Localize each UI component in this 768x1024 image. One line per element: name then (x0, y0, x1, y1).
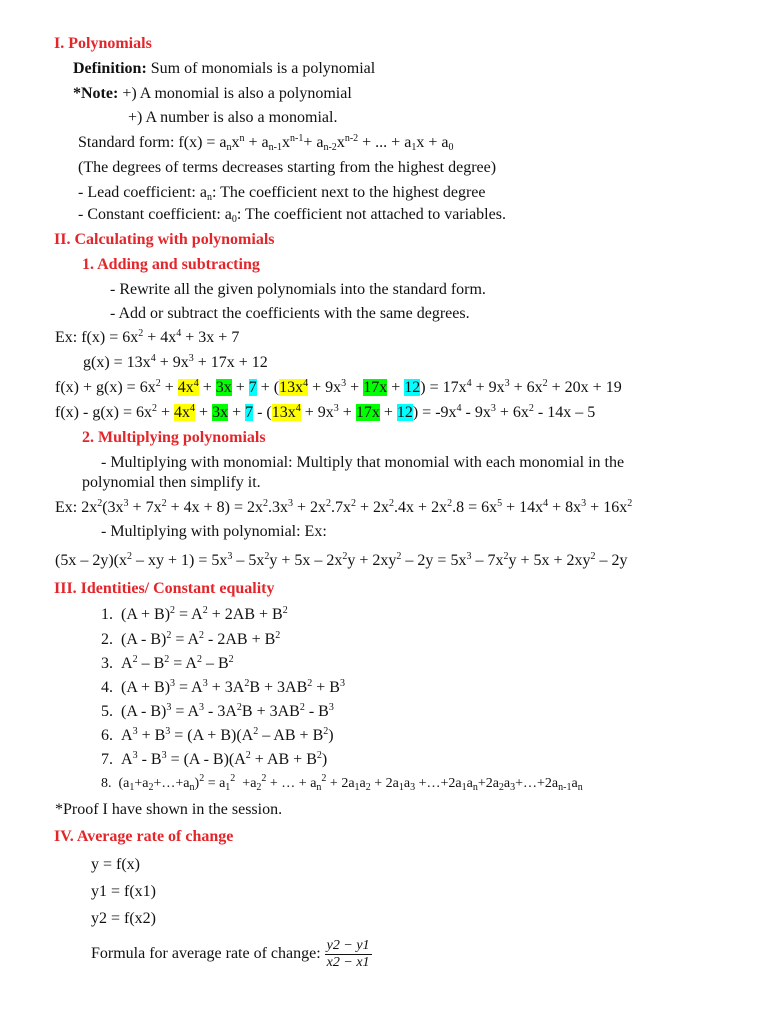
fraction-denominator: x2 − x1 (326, 955, 370, 970)
polynomial-rule: - Multiplying with polynomial: Ex: (101, 523, 327, 540)
note-text-2: +) A number is also a monomial. (128, 109, 338, 126)
standard-form-label: Standard form: f(x) = a (78, 134, 227, 151)
rate-line-2: y1 = f(x1) (91, 883, 157, 900)
proof-note: *Proof I have shown in the session. (55, 801, 283, 818)
note-label: *Note: (73, 85, 119, 102)
fraction-numerator: y2 − y1 (326, 938, 370, 953)
monomial-rule-a: - Multiplying with monomial: Multiply that monomial with each monomial in the (101, 454, 625, 471)
section-title-identities: III. Identities/ Constant equality (54, 580, 275, 597)
section-title-rate-of-change: IV. Average rate of change (54, 828, 234, 845)
identity-5: 5. $(A - B)^3 = A^3 - 3A^2B + 3AB^2 - B^3$ (101, 702, 334, 720)
example-f: Ex: $f(x) = 6x^2 + 4x^4 + 3x + 7$ (55, 328, 240, 346)
note-line (73, 84, 352, 104)
identity-4: 4. $(A + B)^3 = A^3 + 3A^2B + 3AB^2 + B^3$ (101, 678, 345, 696)
polynomial-example: $(5x - 2y)(x^2$ – xy + $1) = 5x^3 - 5x^2y + 5x - 2x^2y + 2xy^2 - 2y = 5x^3 - 7x^2y + 5x + 2xy^2 - 2y$ (55, 551, 628, 569)
identity-8: 8. $(a_1+a_2+\dots+a_n)^2 = a_1^2 +a_2^2$ + … + $a_n^2 + 2a_1a_2 + 2a_1a_3$ $+\dots+2a_1a_n+2a_2a_3+\dots+2a_{n-1}a_n$ (101, 773, 583, 793)
definition-text: Sum of monomials is a polynomial (146, 60, 376, 77)
subsection-multiplying: 2. Multiplying polynomials (82, 429, 266, 446)
lead-coefficient-label: - Lead coefficient: a (78, 184, 207, 201)
monomial-rule-b: polynomial then simplify it. (82, 474, 261, 491)
section-title-calculating: II. Calculating with polynomials (54, 231, 275, 248)
rate-line-1: y = f(x) (91, 856, 141, 873)
constant-coefficient: - Constant coefficient: $a_0$: The coefficient not attached to variables. (78, 206, 506, 225)
lead-coefficient-desc: : The coefficient next to the highest degree (211, 184, 486, 201)
rate-fraction (325, 938, 372, 971)
example-difference: $f(x) - g(x) = 6x^2 + 4x^4 + 3x + 7 - (13x^4 + 9x^3 + 17x + 12) = -9x^4 - 9x^3 + 6x^2 - 14x - 5$ (55, 403, 596, 421)
degree-note: (The degrees of terms decreases starting from the highest degree) (78, 159, 497, 176)
identity-1: 1. $(A + B)^2 = A^2 + 2AB + B^2$ (101, 605, 288, 623)
identity-3: 3. $A^2 - B^2 = A^2 - B^2$ (101, 654, 234, 672)
example-sum: $f(x) + g(x) = 6x^2 + 4x^4 + 3x + 7 + (13x^4 + 9x^3 + 17x + 12) = 17x^4 + 9x^3 + 6x^2 + 20x + 19$ (55, 378, 622, 396)
rate-formula-label: Formula for average rate of change: (91, 945, 321, 963)
section-title-polynomials: I. Polynomials (54, 35, 152, 52)
identity-6: 6. $A^3 + B^3 = (A + B)(A^2$ – AB + $B^2$) (101, 726, 334, 744)
lead-coefficient: - Lead coefficient: $a_n$: The coefficient next to the highest degree (78, 184, 486, 203)
note-text-1: +) A monomial is also a polynomial (118, 85, 352, 102)
adding-step-2: - Add or subtract the coefficients with the same degrees. (110, 305, 470, 322)
constant-coefficient-desc: : The coefficient not attached to variables. (236, 206, 506, 223)
constant-coefficient-label: - Constant coefficient: a (78, 206, 232, 223)
subsection-adding: 1. Adding and subtracting (82, 256, 260, 273)
example-g: $g(x) = 13x^4 + 9x^3 + 17x + 12$ (83, 353, 268, 371)
adding-step-1: - Rewrite all the given polynomials into the standard form. (110, 281, 486, 298)
identity-2: 2. $(A - B)^2 = A^2 - 2AB + B^2$ (101, 630, 281, 648)
monomial-example: Ex: $2x^2(3x^3 + 7x^2 + 4x + 8) = 2x^2.3x^3 + 2x^2.7x^2 + 2x^2.4x + 2x^2.8 = 6x^5 + 14x^4 + 8x^3 + 16x^2$ (55, 498, 633, 516)
rate-formula (91, 938, 372, 971)
definition-line (73, 59, 375, 79)
standard-form: Standard form: $f(x) = a_nx^n + a_{n-1}x^{n-1}+ a_{n-2}x^{n-2}$ + ... + $a_1x + a_0$ (78, 133, 454, 153)
identity-7: 7. $A^3 - B^3 = (A - B)(A^2$ + AB + $B^2$) (101, 750, 328, 768)
rate-line-3: y2 = f(x2) (91, 910, 157, 927)
definition-label: Definition: (73, 60, 147, 77)
